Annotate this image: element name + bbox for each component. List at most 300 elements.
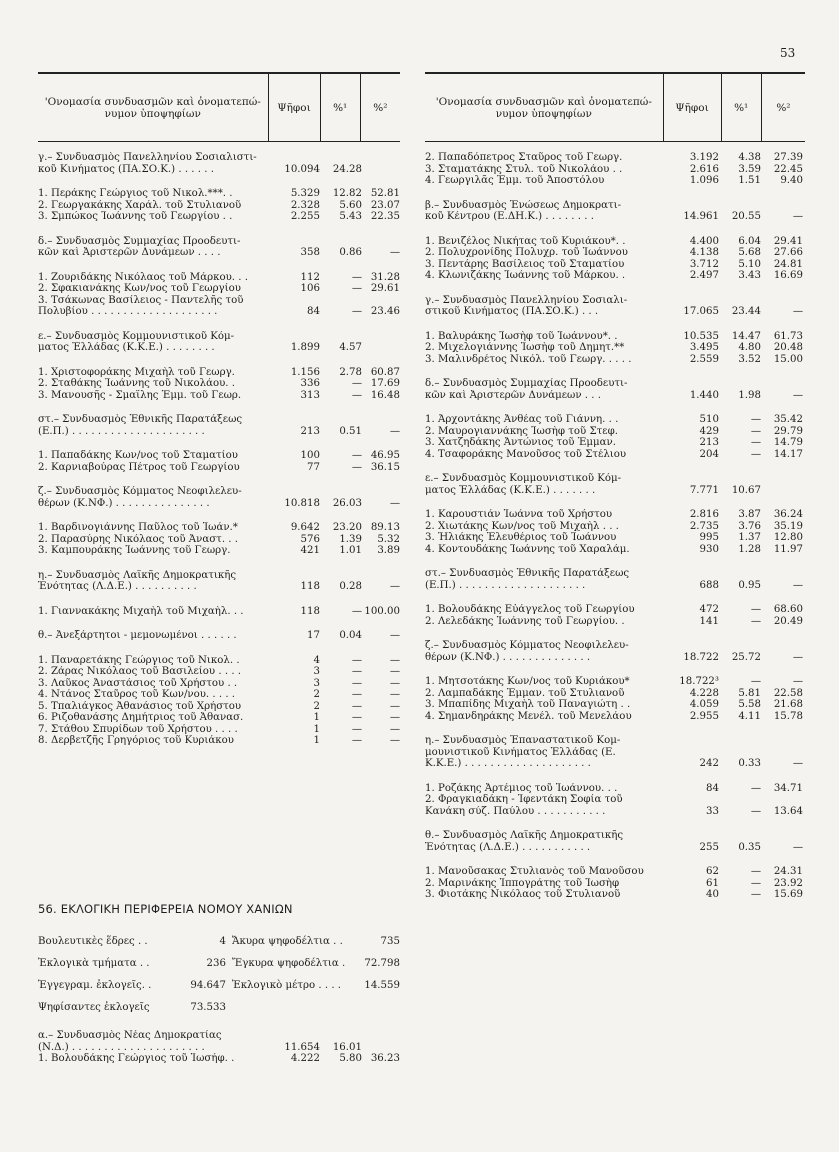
pct1-value: — (750, 805, 761, 817)
votes-value: 33 (706, 805, 719, 817)
votes-value: 3.712 (689, 258, 719, 270)
candidate-name: θ.– Συνδυασμὸς Λαϊκῆς Δημοκρατικῆς (425, 830, 624, 841)
votes-value (665, 830, 719, 842)
candidate-name: 6. Ριζοθανάσης Δημήτριος τοῦ Ἀθανασ. (38, 712, 244, 723)
pct2-value: 36.15 (370, 461, 400, 473)
pct2-value: — (389, 666, 400, 677)
pct1-value: 3.43 (738, 270, 761, 281)
table-row (425, 354, 805, 366)
pct2-value: 14.79 (773, 437, 803, 448)
pct1-value: 1.37 (738, 532, 761, 543)
table-row (425, 830, 805, 842)
votes-value: 213 (699, 437, 719, 448)
table-row (38, 712, 400, 724)
pct2-value: 36.23 (370, 1053, 400, 1064)
candidate-name: ε.– Συνδυασμὸς Κομμουνιστικοῦ Κόμ- (38, 330, 235, 342)
votes-value: 688 (699, 579, 719, 591)
pct1-value: 1.01 (339, 545, 362, 556)
stat-value: 735 (380, 935, 400, 947)
votes-value (665, 735, 719, 747)
block-spacer (425, 282, 805, 295)
pct2-value: — (792, 676, 803, 687)
pct1-value (719, 830, 761, 842)
candidate-name: 3. Χατζηδάκης Ἀντώνιος τοῦ Ἐμμαν. (425, 437, 616, 448)
table-row (38, 678, 400, 690)
table-row (425, 747, 805, 759)
pct1-value: 5.80 (339, 1053, 362, 1064)
header-votes-col: Ψῆφοι (269, 74, 321, 141)
pct2-value (761, 830, 803, 842)
table-row (425, 211, 805, 223)
votes-value: 2.735 (689, 520, 719, 532)
votes-value (665, 473, 719, 485)
candidate-name: 3. Μπαπίδης Μιχαὴλ τοῦ Παναγιώτη . . (425, 699, 631, 710)
block-spacer (38, 509, 400, 522)
votes-value: 1.899 (290, 342, 320, 353)
table-row (425, 604, 805, 616)
candidate-name: ματος Ἑλλάδας (Κ.Κ.Ε.) . . . . . . . . (38, 342, 215, 353)
votes-value: 213 (300, 425, 320, 437)
pct2-value: 17.69 (370, 378, 400, 389)
pct1-value (320, 1030, 362, 1042)
pct1-value: — (351, 723, 362, 735)
left-table-body (38, 152, 400, 747)
pct2-value: 68.60 (773, 604, 803, 615)
table-row (425, 521, 805, 533)
stat-label: Ἔγκυρα ψηφοδέλτια . (232, 957, 346, 969)
candidate-name: 1. Ζουριδάκης Νικόλαος τοῦ Μάρκου. . . (38, 271, 248, 283)
votes-value (270, 236, 320, 248)
votes-value: 313 (300, 389, 320, 401)
pct1-value: 16.01 (332, 1041, 362, 1053)
votes-value: 3.192 (689, 152, 719, 163)
votes-value: 255 (699, 841, 719, 853)
pct2-value: — (792, 579, 803, 591)
pct1-value: 26.03 (332, 497, 362, 509)
pct2-value: — (389, 689, 400, 700)
candidate-name: Κανάκη σύζ. Παύλου . . . . . . . . . . . (425, 805, 606, 817)
votes-value (665, 378, 719, 390)
header-pct2-col: %² (373, 101, 388, 114)
candidate-name: 2. Σφακιανάκης Κων/νος τοῦ Γεωργίου (38, 283, 241, 294)
candidate-name: στ.– Συνδυασμὸς Ἐθνικῆς Παρατάξεως (38, 414, 243, 425)
table-row (425, 889, 805, 901)
pct1-value: — (351, 712, 362, 723)
block-spacer (425, 627, 805, 640)
stat-value: 4 (219, 935, 226, 947)
candidate-name: (Ε.Π.) . . . . . . . . . . . . . . . . . . . . (425, 579, 586, 591)
table-row (425, 306, 805, 318)
pct1-value: 2.78 (339, 366, 362, 378)
pct1-value (719, 378, 761, 390)
pct2-value: — (792, 211, 803, 222)
votes-value: 84 (706, 782, 719, 794)
table-row (38, 1042, 400, 1054)
votes-value: 5.329 (290, 188, 320, 199)
candidate-name: ε.– Συνδυασμὸς Κομμουνιστικοῦ Κόμ- (425, 473, 622, 484)
table-row (425, 616, 805, 628)
pct1-value: 0.35 (738, 841, 761, 853)
candidate-name: Ἑνότητας (Λ.Δ.Ε.) . . . . . . . . . . . (425, 841, 591, 853)
stats-row (38, 974, 400, 996)
candidate-name: 1. Μανοῦσακας Στυλιανὸς τοῦ Μανοῦσου (425, 866, 644, 877)
pct1-value: — (351, 461, 362, 473)
table-row (38, 152, 400, 164)
stat-value: 72.798 (364, 957, 400, 969)
pct2-value: 29.61 (370, 283, 400, 294)
pct1-value (320, 414, 362, 426)
table-row (425, 532, 805, 544)
table-row (425, 699, 805, 711)
constituency-stats (38, 930, 400, 1018)
table-row (38, 462, 400, 474)
candidate-name: 2. Σταθάκης Ἰωάννης τοῦ Νικολάου. . (38, 378, 236, 389)
table-row (425, 580, 805, 592)
votes-value: 141 (699, 615, 719, 627)
pct2-value: 22.58 (773, 687, 803, 699)
pct2-value: 29.79 (773, 425, 803, 437)
votes-value: 100 (300, 450, 320, 461)
pct2-value (362, 486, 400, 498)
pct1-value (719, 794, 761, 806)
pct2-value: — (389, 630, 400, 641)
candidate-name: 3. Σμπώκος Ἰωάννης τοῦ Γεωργίου . . (38, 211, 233, 222)
votes-value: 472 (699, 604, 719, 615)
votes-value (270, 152, 320, 164)
pct1-value: — (351, 689, 362, 700)
candidate-name: ματος Ἑλλάδας (Κ.Κ.Ε.) . . . . . . . (425, 484, 596, 496)
pct2-value (761, 640, 803, 652)
pct1-value: 5.81 (738, 687, 761, 699)
stats-row (38, 996, 400, 1018)
pct1-value: 20.55 (731, 211, 761, 222)
table-row (425, 175, 805, 187)
candidate-name: 3. Ἠλιάκης Ἐλευθέριος τοῦ Ἰωάννου (425, 532, 617, 543)
candidate-name: 1. Παναρετάκης Γεώργιος τοῦ Νικολ. . (38, 654, 240, 666)
header-pct1-col: %¹ (722, 74, 762, 141)
votes-value: 118 (300, 605, 320, 617)
table-row (425, 735, 805, 747)
stats-row (38, 952, 400, 974)
votes-value: 2.255 (290, 211, 320, 222)
candidate-name: 2. Πολυχρονίδης Πολυχρ. τοῦ Ἰωάννου (425, 247, 629, 258)
table-row (425, 247, 805, 259)
votes-value: 576 (300, 533, 320, 545)
pct2-value: — (389, 677, 400, 689)
block-spacer (425, 663, 805, 676)
candidate-name: 2. Λαμπαδάκης Ἐμμαν. τοῦ Στυλιανοῦ (425, 687, 625, 699)
table-row (38, 211, 400, 223)
candidate-name: (Ν.Δ.) . . . . . . . . . . . . . . . . . . . . . (38, 1041, 205, 1053)
pct1-value: 6.04 (738, 235, 761, 247)
candidate-name: (Ε.Π.) . . . . . . . . . . . . . . . . . . . . . (38, 425, 205, 437)
stat-value: 94.647 (190, 979, 226, 991)
pct2-value: 24.31 (773, 866, 803, 877)
candidate-name: 5. Τπαλιάγκος Ἀθανάσιος τοῦ Χρήστου (38, 700, 242, 712)
table-row (38, 534, 400, 546)
candidate-name: θέρων (Κ.ΝΦ.) . . . . . . . . . . . . . . . (38, 497, 210, 509)
pct1-value (320, 331, 362, 343)
pct1-value: 4.38 (738, 152, 761, 163)
pct1-value: 10.67 (731, 484, 761, 496)
votes-value: 4.400 (689, 235, 719, 247)
table-row (38, 390, 400, 402)
pct1-value: 5.68 (738, 247, 761, 258)
candidate-name: Κ.Κ.Ε.) . . . . . . . . . . . . . . . . . . . . (425, 758, 591, 769)
candidate-name: 1. Ρoζάκης Ἀρτέμιος τοῦ Ἰωάννου. . . (425, 782, 618, 794)
votes-value: 112 (300, 271, 320, 283)
pct2-value (362, 236, 400, 248)
votes-value: 3 (313, 666, 320, 677)
pct1-value: — (750, 866, 761, 877)
candidate-name: 2. Παπαδόπετρος Σταῦρος τοῦ Γεωργ. (425, 152, 623, 163)
pct2-value: — (389, 723, 400, 735)
table-row (38, 735, 400, 747)
table-row (425, 688, 805, 700)
candidate-name: κοῦ Κινήματος (ΠΑ.ΣΟ.Κ.) . . . . . . (38, 163, 214, 175)
pct2-value (761, 735, 803, 747)
pct2-value: 3.89 (377, 545, 400, 556)
pct1-value: — (750, 877, 761, 889)
candidate-name: θ.– Ἀνεξάρτητοι - μεμονωμένοι . . . . . . (38, 630, 237, 641)
candidate-name: 4. Κοντουδάκης Ἰωάννης τοῦ Χαραλάμ. (425, 543, 630, 555)
table-row (425, 652, 805, 664)
table-row (425, 485, 805, 497)
candidate-name: 1. Γιαννακάκης Μιχαὴλ τοῦ Μιχαὴλ. . . (38, 605, 244, 617)
block-spacer (38, 354, 400, 367)
table-row (425, 164, 805, 176)
table-row (38, 724, 400, 736)
pct2-value: 36.24 (773, 509, 803, 520)
pct1-value (320, 236, 362, 248)
pct2-value: 16.48 (370, 389, 400, 401)
table-row (38, 367, 400, 379)
block-spacer (425, 187, 805, 200)
block-spacer (425, 591, 805, 604)
votes-value: 4.138 (689, 247, 719, 258)
table-row (425, 295, 805, 307)
pct1-value: 0.33 (738, 758, 761, 769)
table-row (38, 522, 400, 534)
pct1-value: 0.86 (339, 247, 362, 258)
pct1-value: 4.11 (738, 710, 761, 722)
pct1-value (719, 295, 761, 307)
block-spacer (38, 223, 400, 236)
votes-value: 4.228 (689, 687, 719, 699)
pct1-value: — (750, 414, 761, 425)
candidate-name: 3. Καμπουράκης Ἰωάννης τοῦ Γεωργ. (38, 545, 231, 556)
pct2-value (761, 473, 803, 485)
votes-value: 62 (706, 866, 719, 877)
candidate-name: Ἑνότητας (Λ.Δ.Ε.) . . . . . . . . . . (38, 581, 197, 592)
pct2-value: 35.19 (773, 520, 803, 532)
candidate-name: 1. Μητσοτάκης Κων/νος τοῦ Κυριάκου* (425, 676, 630, 687)
pct1-value: 5.60 (339, 199, 362, 211)
page-number: 53 (780, 46, 796, 60)
table-row (38, 283, 400, 295)
votes-value: 204 (699, 448, 719, 460)
pct2-value (362, 295, 400, 307)
votes-value: 2.497 (689, 270, 719, 281)
votes-value: 2.816 (689, 509, 719, 520)
pct2-value: — (389, 654, 400, 666)
pct1-value: — (750, 782, 761, 794)
pct1-value: 0.95 (738, 579, 761, 591)
block-spacer (38, 401, 400, 414)
pct2-value (761, 200, 803, 212)
table-row (38, 272, 400, 284)
pct2-value: 61.73 (773, 330, 803, 342)
table-row (425, 711, 805, 723)
stat-label: Ἐκλογικὸ μέτρο . . . . (232, 979, 342, 991)
candidate-name: 2. Μαρινάκης Ἱππογράτης τοῦ Ἰωσὴφ (425, 877, 620, 889)
votes-value: 930 (699, 543, 719, 555)
candidate-name: 1. Παπαδάκης Κων/νος τοῦ Σταματίου (38, 450, 238, 461)
table-header-right (425, 72, 805, 142)
candidate-name: 4. Κλωνιζάκης Ἰωάννης τοῦ Μάρκου. . (425, 270, 626, 281)
block-spacer (425, 817, 805, 830)
pct2-value: 21.68 (773, 699, 803, 710)
candidate-name: 4. Ντάνος Σταῦρος τοῦ Κων/νου. . . . . (38, 689, 236, 700)
pct2-value: — (792, 306, 803, 317)
votes-value (665, 568, 719, 580)
pct1-value: — (351, 378, 362, 389)
pct2-value: 27.66 (773, 247, 803, 258)
pct2-value: 89.13 (370, 522, 400, 533)
candidate-name: 4. Τσαφοράκης Μανοῦσος τοῦ Στέλιου (425, 448, 627, 460)
pct1-value: — (351, 677, 362, 689)
candidate-name: 7. Στάθου Σπυρίδων τοῦ Χρήστου . . . . (38, 723, 238, 735)
block-spacer (425, 770, 805, 783)
pct2-value: 35.42 (773, 414, 803, 425)
pct2-value: — (389, 497, 400, 509)
votes-value: 18.722³ (679, 676, 719, 687)
votes-value (270, 331, 320, 343)
candidate-name: 3. Μανουσῆς - Σμαΐλης Ἐμμ. τοῦ Γεωρ. (38, 389, 242, 401)
table-row (425, 270, 805, 282)
candidate-name: δ.– Συνδυασμὸς Συμμαχίας Προοδευτι- (425, 378, 628, 389)
votes-value: 10.818 (284, 497, 320, 509)
candidate-name: 2. Παρασύρης Νικόλαος τοῦ Ἀναστ. . . (38, 533, 239, 545)
right-column (425, 72, 805, 901)
block-spacer (38, 557, 400, 570)
pct2-value: 5.32 (377, 533, 400, 545)
table-row (38, 486, 400, 498)
pct2-value: 15.00 (773, 353, 803, 365)
stats-row (38, 930, 400, 952)
pct1-value: 5.43 (339, 211, 362, 222)
table-row (38, 545, 400, 557)
pct2-value: 14.17 (773, 448, 803, 460)
candidate-name: 2. Λελεδάκης Ἰωάννης τοῦ Γεωργίου. . (425, 615, 625, 627)
pct2-value (761, 378, 803, 390)
table-row (38, 247, 400, 259)
candidate-name: 8. Δερβετζῆς Γρηγόριος τοῦ Κυριάκου (38, 735, 234, 746)
pct1-value: 3.52 (738, 353, 761, 365)
block-spacer (425, 496, 805, 509)
candidate-name: 3. Λαῦκος Ἀναστάσιος τοῦ Χρήστου . . (38, 677, 238, 689)
pct2-value: 23.07 (370, 199, 400, 211)
pct1-value (719, 747, 761, 759)
candidate-name: 3. Πεντάρης Βασίλειος τοῦ Σταματίου (425, 258, 625, 270)
candidate-name: Πολυβίου . . . . . . . . . . . . . . . . . . . . (38, 306, 218, 317)
pct2-value: 23.92 (773, 877, 803, 889)
votes-value (665, 640, 719, 652)
pct1-value: 25.72 (731, 651, 761, 663)
votes-value: 77 (307, 461, 320, 473)
pct1-value: 4.80 (738, 342, 761, 353)
candidate-name: 3. Φιοτάκης Νικόλαος τοῦ Στυλιανοῦ (425, 889, 621, 900)
table-row (425, 390, 805, 402)
block-spacer (38, 437, 400, 450)
pct2-value: 20.48 (773, 342, 803, 353)
votes-value: 118 (300, 581, 320, 592)
table-row (38, 378, 400, 390)
candidate-name: γ.– Συνδυασμὸς Πανελληνίου Σοσιαλι- (425, 294, 628, 306)
votes-value: 3 (313, 677, 320, 689)
pct2-value: 12.80 (773, 532, 803, 543)
votes-value (665, 295, 719, 307)
pct2-value (761, 747, 803, 759)
votes-value: 17.065 (683, 306, 719, 317)
votes-value: 3.495 (689, 342, 719, 353)
block-spacer (425, 555, 805, 568)
candidate-name: 1. Βολουδάκης Εὐάγγελος τοῦ Γεωργίου (425, 604, 635, 615)
candidate-name: 1. Περάκης Γεώργιος τοῦ Νικολ.***. . (38, 188, 233, 199)
votes-value: 510 (699, 414, 719, 425)
table-row (38, 570, 400, 582)
pct1-value (719, 568, 761, 580)
candidate-name: 2. Καρνιαβούρας Πέτρος τοῦ Γεωργίου (38, 461, 240, 473)
candidate-name: 2. Φραγκιαδάκη - Ἰφεντάκη Σοφία τοῦ (425, 794, 623, 805)
table-row (38, 630, 400, 642)
candidate-name: θέρων (Κ.ΝΦ.) . . . . . . . . . . . . . . (425, 651, 591, 663)
pct1-value: 0.04 (339, 630, 362, 641)
votes-value: 2.328 (290, 199, 320, 211)
candidate-name: 1. Βολουδάκης Γεώργιος τοῦ Ἰωσήφ. . (38, 1053, 235, 1064)
pct1-value: 23.20 (332, 522, 362, 533)
votes-value: 336 (300, 378, 320, 389)
votes-value: 61 (706, 877, 719, 889)
pct1-value: 5.10 (738, 258, 761, 270)
votes-value: 14.961 (683, 211, 719, 222)
votes-value: 4.059 (689, 699, 719, 710)
header-pct2-col: %² (776, 101, 791, 114)
table-row (38, 666, 400, 678)
right-table-body (425, 152, 805, 901)
constituency-results-start (38, 1030, 400, 1065)
votes-value (270, 486, 320, 498)
votes-value: 1.440 (689, 389, 719, 401)
pct2-value (362, 570, 400, 582)
pct1-value: — (351, 700, 362, 712)
table-row (425, 378, 805, 390)
candidate-name: κοῦ Κέντρου (Ε.ΔΗ.Κ.) . . . . . . . . (425, 211, 594, 222)
votes-value: 1.156 (290, 366, 320, 378)
candidate-name: 2. Μαυρογιαννάκης Ἰωσὴφ τοῦ Στεφ. (425, 425, 618, 437)
votes-value (270, 1030, 320, 1042)
votes-value: 40 (706, 889, 719, 900)
pct2-value: — (792, 758, 803, 769)
candidate-name: 3. Τσάκωνας Βασίλειος - Παντελῆς τοῦ (38, 294, 244, 306)
section-title: 56. ΕΚΛΟΓΙΚΗ ΠΕΡΙΦΕΡΕΙΑ ΝΟΜΟΥ ΧΑΝΙΩΝ (38, 902, 293, 916)
pct2-value: — (389, 247, 400, 258)
pct1-value: 23.44 (731, 306, 761, 317)
votes-value: 106 (300, 283, 320, 294)
pct1-value: 12.82 (332, 188, 362, 199)
pct2-value: 9.40 (780, 175, 803, 186)
votes-value: 421 (300, 545, 320, 556)
